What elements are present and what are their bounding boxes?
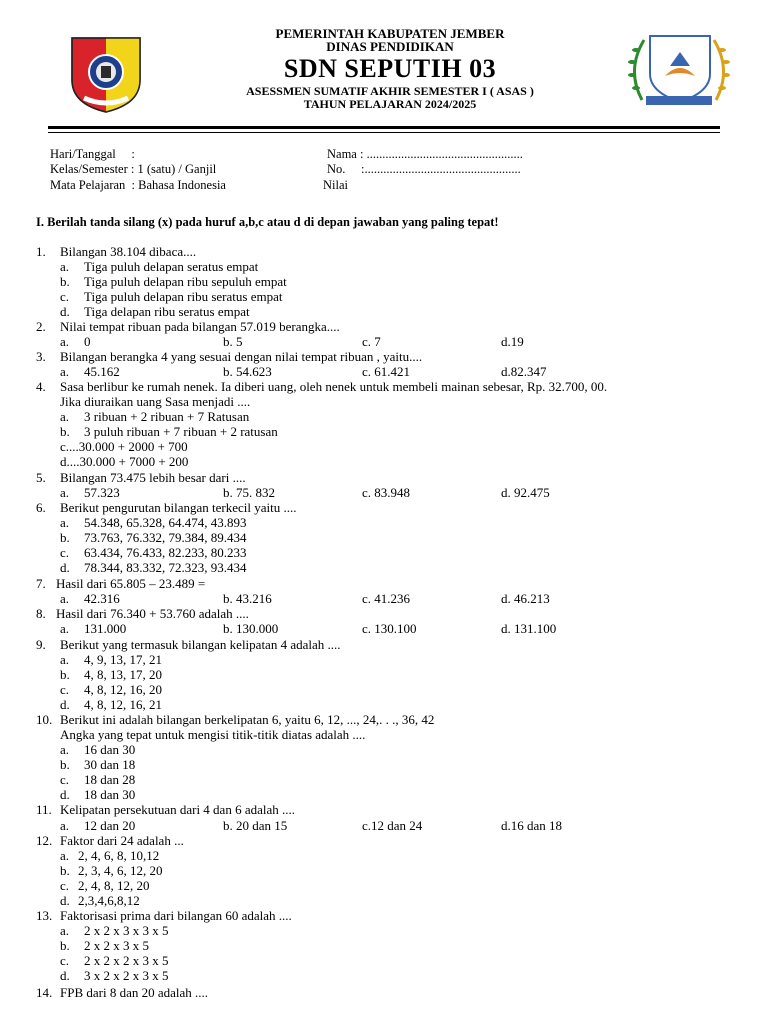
question-number: 13. [36, 908, 53, 923]
option-text: 18 dan 28 [84, 772, 136, 787]
option-text: 73.763, 76.332, 79.384, 89.434 [84, 530, 247, 545]
question-text: Bilangan berangka 4 yang sesuai dengan nilai tempat ribuan , yaitu.... [60, 349, 423, 364]
option-text: 4, 8, 12, 16, 21 [84, 697, 162, 712]
question-number: 4. [36, 379, 46, 394]
option-c[interactable]: c. 83.948 [362, 485, 411, 500]
option-label[interactable]: b. [60, 757, 70, 772]
info-number-field[interactable]: No. :.................................................. [327, 162, 521, 176]
option-label[interactable]: d. [60, 968, 70, 983]
option-text: 4, 8, 13, 17, 20 [84, 667, 162, 682]
option-d[interactable]: d.82.347 [501, 364, 547, 379]
question-text: Bilangan 38.104 dibaca.... [60, 244, 197, 259]
option-label[interactable]: a. [60, 591, 70, 606]
option-text: 63.434, 76.433, 82.233, 80.233 [84, 545, 247, 560]
jember-regency-logo [68, 34, 144, 114]
question-number: 8. [36, 606, 46, 621]
question-text: Bilangan 73.475 lebih besar dari .... [60, 470, 246, 485]
option-text: 18 dan 30 [84, 787, 136, 802]
question-text: Hasil dari 65.805 – 23.489 = [56, 576, 206, 591]
question-number: 11. [36, 802, 52, 817]
option-a[interactable]: 45.162 [84, 364, 120, 379]
option-label[interactable]: d. [60, 560, 70, 575]
option-text: 3 puluh ribuan + 7 ribuan + 2 ratusan [84, 424, 278, 439]
option-a[interactable]: 131.000 [84, 621, 127, 636]
option-c[interactable]: c.12 dan 24 [362, 818, 423, 833]
header-divider-thick [48, 126, 720, 129]
option-label[interactable]: a. [60, 652, 70, 667]
option-b[interactable]: b. 20 dan 15 [223, 818, 288, 833]
info-class-semester: Kelas/Semester : 1 (satu) / Ganjil [50, 162, 217, 176]
question-text: Faktorisasi prima dari bilangan 60 adalah .... [60, 908, 292, 923]
option-text: 2, 4, 8, 12, 20 [78, 878, 150, 893]
option-label[interactable]: d. [60, 893, 70, 908]
option-label[interactable]: b. [60, 424, 70, 439]
option-text: 4, 8, 12, 16, 20 [84, 682, 162, 697]
option-label[interactable]: a. [60, 485, 70, 500]
option-label[interactable]: d. [60, 787, 70, 802]
question-text: Berikut yang termasuk bilangan kelipatan 4 adalah .... [60, 637, 341, 652]
question-text-continued: Jika diuraikan uang Sasa menjadi .... [60, 394, 251, 409]
question-number: 7. [36, 576, 46, 591]
header-department: DINAS PENDIDIKAN [326, 39, 454, 54]
option-label[interactable]: b. [60, 274, 70, 289]
option-label[interactable]: a. [60, 364, 70, 379]
question-text: Berikut ini adalah bilangan berkelipatan 6, yaitu 6, 12, ..., 24,. . ., 36, 42 [60, 712, 435, 727]
option-text: Tiga puluh delapan ribu seratus empat [84, 289, 283, 304]
question-number: 1. [36, 244, 46, 259]
option-c[interactable]: c. 130.100 [362, 621, 417, 636]
option-a[interactable]: 0 [84, 334, 91, 349]
option-d[interactable]: d.19 [501, 334, 524, 349]
option-d[interactable]: d.16 dan 18 [501, 818, 563, 833]
option-label[interactable]: b. [60, 667, 70, 682]
question-number: 3. [36, 349, 46, 364]
option-text: 3 ribuan + 2 ribuan + 7 Ratusan [84, 409, 250, 424]
option-text: 54.348, 65.328, 64.474, 43.893 [84, 515, 247, 530]
option-b[interactable]: b. 130.000 [223, 621, 279, 636]
option-label[interactable]: b. [60, 530, 70, 545]
option-text: 78.344, 83.332, 72.323, 93.434 [84, 560, 247, 575]
question-number: 14. [36, 985, 53, 1000]
option-text: 16 dan 30 [84, 742, 136, 757]
question-number: 6. [36, 500, 46, 515]
question-text: FPB dari 8 dan 20 adalah .... [60, 985, 209, 1000]
option-text: 2 x 2 x 3 x 3 x 5 [84, 923, 169, 938]
question-number: 12. [36, 833, 53, 848]
option-label[interactable]: a. [60, 515, 70, 530]
option-c[interactable]: c. 61.421 [362, 364, 411, 379]
option-label[interactable]: c. [60, 682, 70, 697]
info-score: Nilai [323, 178, 348, 192]
question-number: 10. [36, 712, 53, 727]
option-text: Tiga puluh delapan seratus empat [84, 259, 259, 274]
instruction: I. Berilah tanda silang (x) pada huruf a,b,c atau d di depan jawaban yang paling tepat! [36, 215, 499, 229]
school-logo [620, 30, 738, 110]
school-name: SDN SEPUTIH 03 [283, 54, 497, 83]
option-label[interactable]: c. [60, 545, 70, 560]
option-label[interactable]: c. [60, 878, 70, 893]
header-government: PEMERINTAH KABUPATEN JEMBER [275, 26, 505, 41]
option-label[interactable]: c. [60, 953, 70, 968]
option-text: 4, 9, 13, 17, 21 [84, 652, 162, 667]
question-text: Hasil dari 76.340 + 53.760 adalah .... [56, 606, 249, 621]
option-a[interactable]: 42.316 [84, 591, 120, 606]
option-text: Tiga puluh delapan ribu sepuluh empat [84, 274, 287, 289]
question-text-continued: Angka yang tepat untuk mengisi titik-titik diatas adalah .... [60, 727, 366, 742]
option-b[interactable]: b. 54.623 [223, 364, 272, 379]
option-label[interactable]: a. [60, 259, 70, 274]
question-number: 9. [36, 637, 46, 652]
option-d[interactable]: d....30.000 + 7000 + 200 [60, 454, 189, 469]
option-label[interactable]: a. [60, 334, 70, 349]
option-text: 30 dan 18 [84, 757, 136, 772]
info-day-date: Hari/Tanggal : [50, 147, 135, 161]
option-label[interactable]: d. [60, 697, 70, 712]
option-b[interactable]: b. 5 [223, 334, 243, 349]
info-name-field[interactable]: Nama : .................................................. [327, 147, 523, 161]
question-text: Kelipatan persekutuan dari 4 dan 6 adalah .... [60, 802, 295, 817]
option-a[interactable]: 12 dan 20 [84, 818, 136, 833]
option-c[interactable]: c. 41.236 [362, 591, 411, 606]
option-d[interactable]: d. 92.475 [501, 485, 550, 500]
option-label[interactable]: c. [60, 772, 70, 787]
option-text: 3 x 2 x 2 x 3 x 5 [84, 968, 169, 983]
option-label[interactable]: a. [60, 409, 70, 424]
question-text: Berikut pengurutan bilangan terkecil yaitu .... [60, 500, 297, 515]
question-number: 5. [36, 470, 46, 485]
option-label[interactable]: a. [60, 848, 70, 863]
option-text: 2, 4, 6, 8, 10,12 [78, 848, 160, 863]
option-label[interactable]: b. [60, 863, 70, 878]
option-label[interactable]: b. [60, 938, 70, 953]
option-label[interactable]: a. [60, 742, 70, 757]
question-text: Sasa berlibur ke rumah nenek. Ia diberi uang, oleh nenek untuk membeli mainan sebesar, Rp. 32.700, 00. [60, 379, 608, 394]
question-text: Nilai tempat ribuan pada bilangan 57.019 berangka.... [60, 319, 340, 334]
option-d[interactable]: d. 131.100 [501, 621, 557, 636]
option-text: 2 x 2 x 3 x 5 [84, 938, 149, 953]
option-label[interactable]: d. [60, 304, 70, 319]
header-divider-thin [48, 132, 720, 133]
option-text: 2, 3, 4, 6, 12, 20 [78, 863, 163, 878]
info-subject: Mata Pelajaran : Bahasa Indonesia [50, 178, 226, 192]
question-text: Faktor dari 24 adalah ... [60, 833, 184, 848]
option-a[interactable]: 57.323 [84, 485, 120, 500]
option-d[interactable]: d. 46.213 [501, 591, 550, 606]
option-b[interactable]: b. 75. 832 [223, 485, 275, 500]
option-label[interactable]: a. [60, 621, 70, 636]
option-c[interactable]: c....30.000 + 2000 + 700 [60, 439, 188, 454]
option-label[interactable]: c. [60, 289, 70, 304]
option-label[interactable]: a. [60, 923, 70, 938]
option-c[interactable]: c. 7 [362, 334, 381, 349]
option-text: Tiga delapan ribu seratus empat [84, 304, 250, 319]
option-text: 2 x 2 x 2 x 3 x 5 [84, 953, 169, 968]
option-label[interactable]: a. [60, 818, 70, 833]
academic-year: TAHUN PELAJARAN 2024/2025 [303, 97, 477, 111]
option-b[interactable]: b. 43.216 [223, 591, 272, 606]
exam-title: ASESSMEN SUMATIF AKHIR SEMESTER I ( ASAS ) [246, 84, 534, 98]
option-text: 2,3,4,6,8,12 [78, 893, 140, 908]
question-number: 2. [36, 319, 46, 334]
